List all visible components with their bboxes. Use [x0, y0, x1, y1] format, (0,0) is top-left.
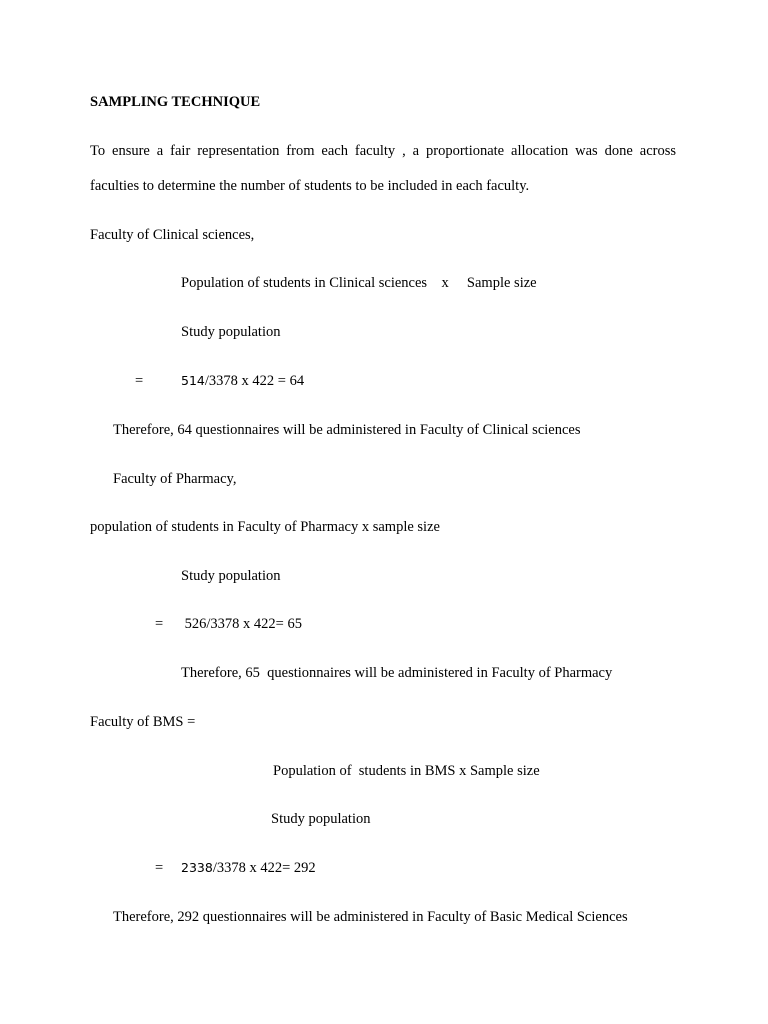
pharmacy-formula-numerator: population of students in Faculty of Pharmacy x sample size: [90, 519, 440, 535]
bms-equals-sign: =: [155, 860, 164, 876]
clinical-calculation-lead: 514: [181, 373, 205, 388]
bms-calculation-rest: /3378 x 422= 292: [212, 860, 316, 876]
clinical-faculty-title: Faculty of Clinical sciences,: [90, 227, 255, 243]
clinical-calculation-rest: /3378 x 422 = 64: [204, 373, 305, 389]
clinical-equals-sign: =: [135, 373, 144, 389]
bms-formula-denominator: Study population: [271, 811, 371, 827]
bms-faculty-title: Faculty of BMS =: [90, 714, 196, 730]
intro-paragraph-line-1: To ensure a fair representation from each faculty , a proportionate allocation was done across: [90, 143, 676, 159]
bms-calculation-lead: 2338: [181, 860, 213, 875]
section-heading: SAMPLING TECHNIQUE: [90, 94, 261, 110]
intro-paragraph-line-2: faculties to determine the number of students to be included in each faculty.: [90, 178, 530, 194]
pharmacy-conclusion: Therefore, 65 questionnaires will be administered in Faculty of Pharmacy: [181, 665, 613, 681]
clinical-formula-denominator: Study population: [181, 324, 281, 340]
pharmacy-calculation: 526/3378 x 422= 65: [181, 616, 302, 632]
pharmacy-formula-denominator: Study population: [181, 568, 281, 584]
clinical-formula-numerator: Population of students in Clinical sciences x Sample size: [181, 275, 537, 291]
bms-formula-numerator: Population of students in BMS x Sample size: [273, 763, 540, 779]
pharmacy-faculty-title: Faculty of Pharmacy,: [113, 471, 237, 487]
bms-conclusion: Therefore, 292 questionnaires will be administered in Faculty of Basic Medical Sciences: [113, 909, 628, 925]
clinical-calculation: [181, 372, 304, 390]
bms-calculation: [181, 859, 316, 877]
pharmacy-equals-sign: =: [155, 616, 164, 632]
clinical-conclusion: Therefore, 64 questionnaires will be administered in Faculty of Clinical sciences: [113, 422, 581, 438]
